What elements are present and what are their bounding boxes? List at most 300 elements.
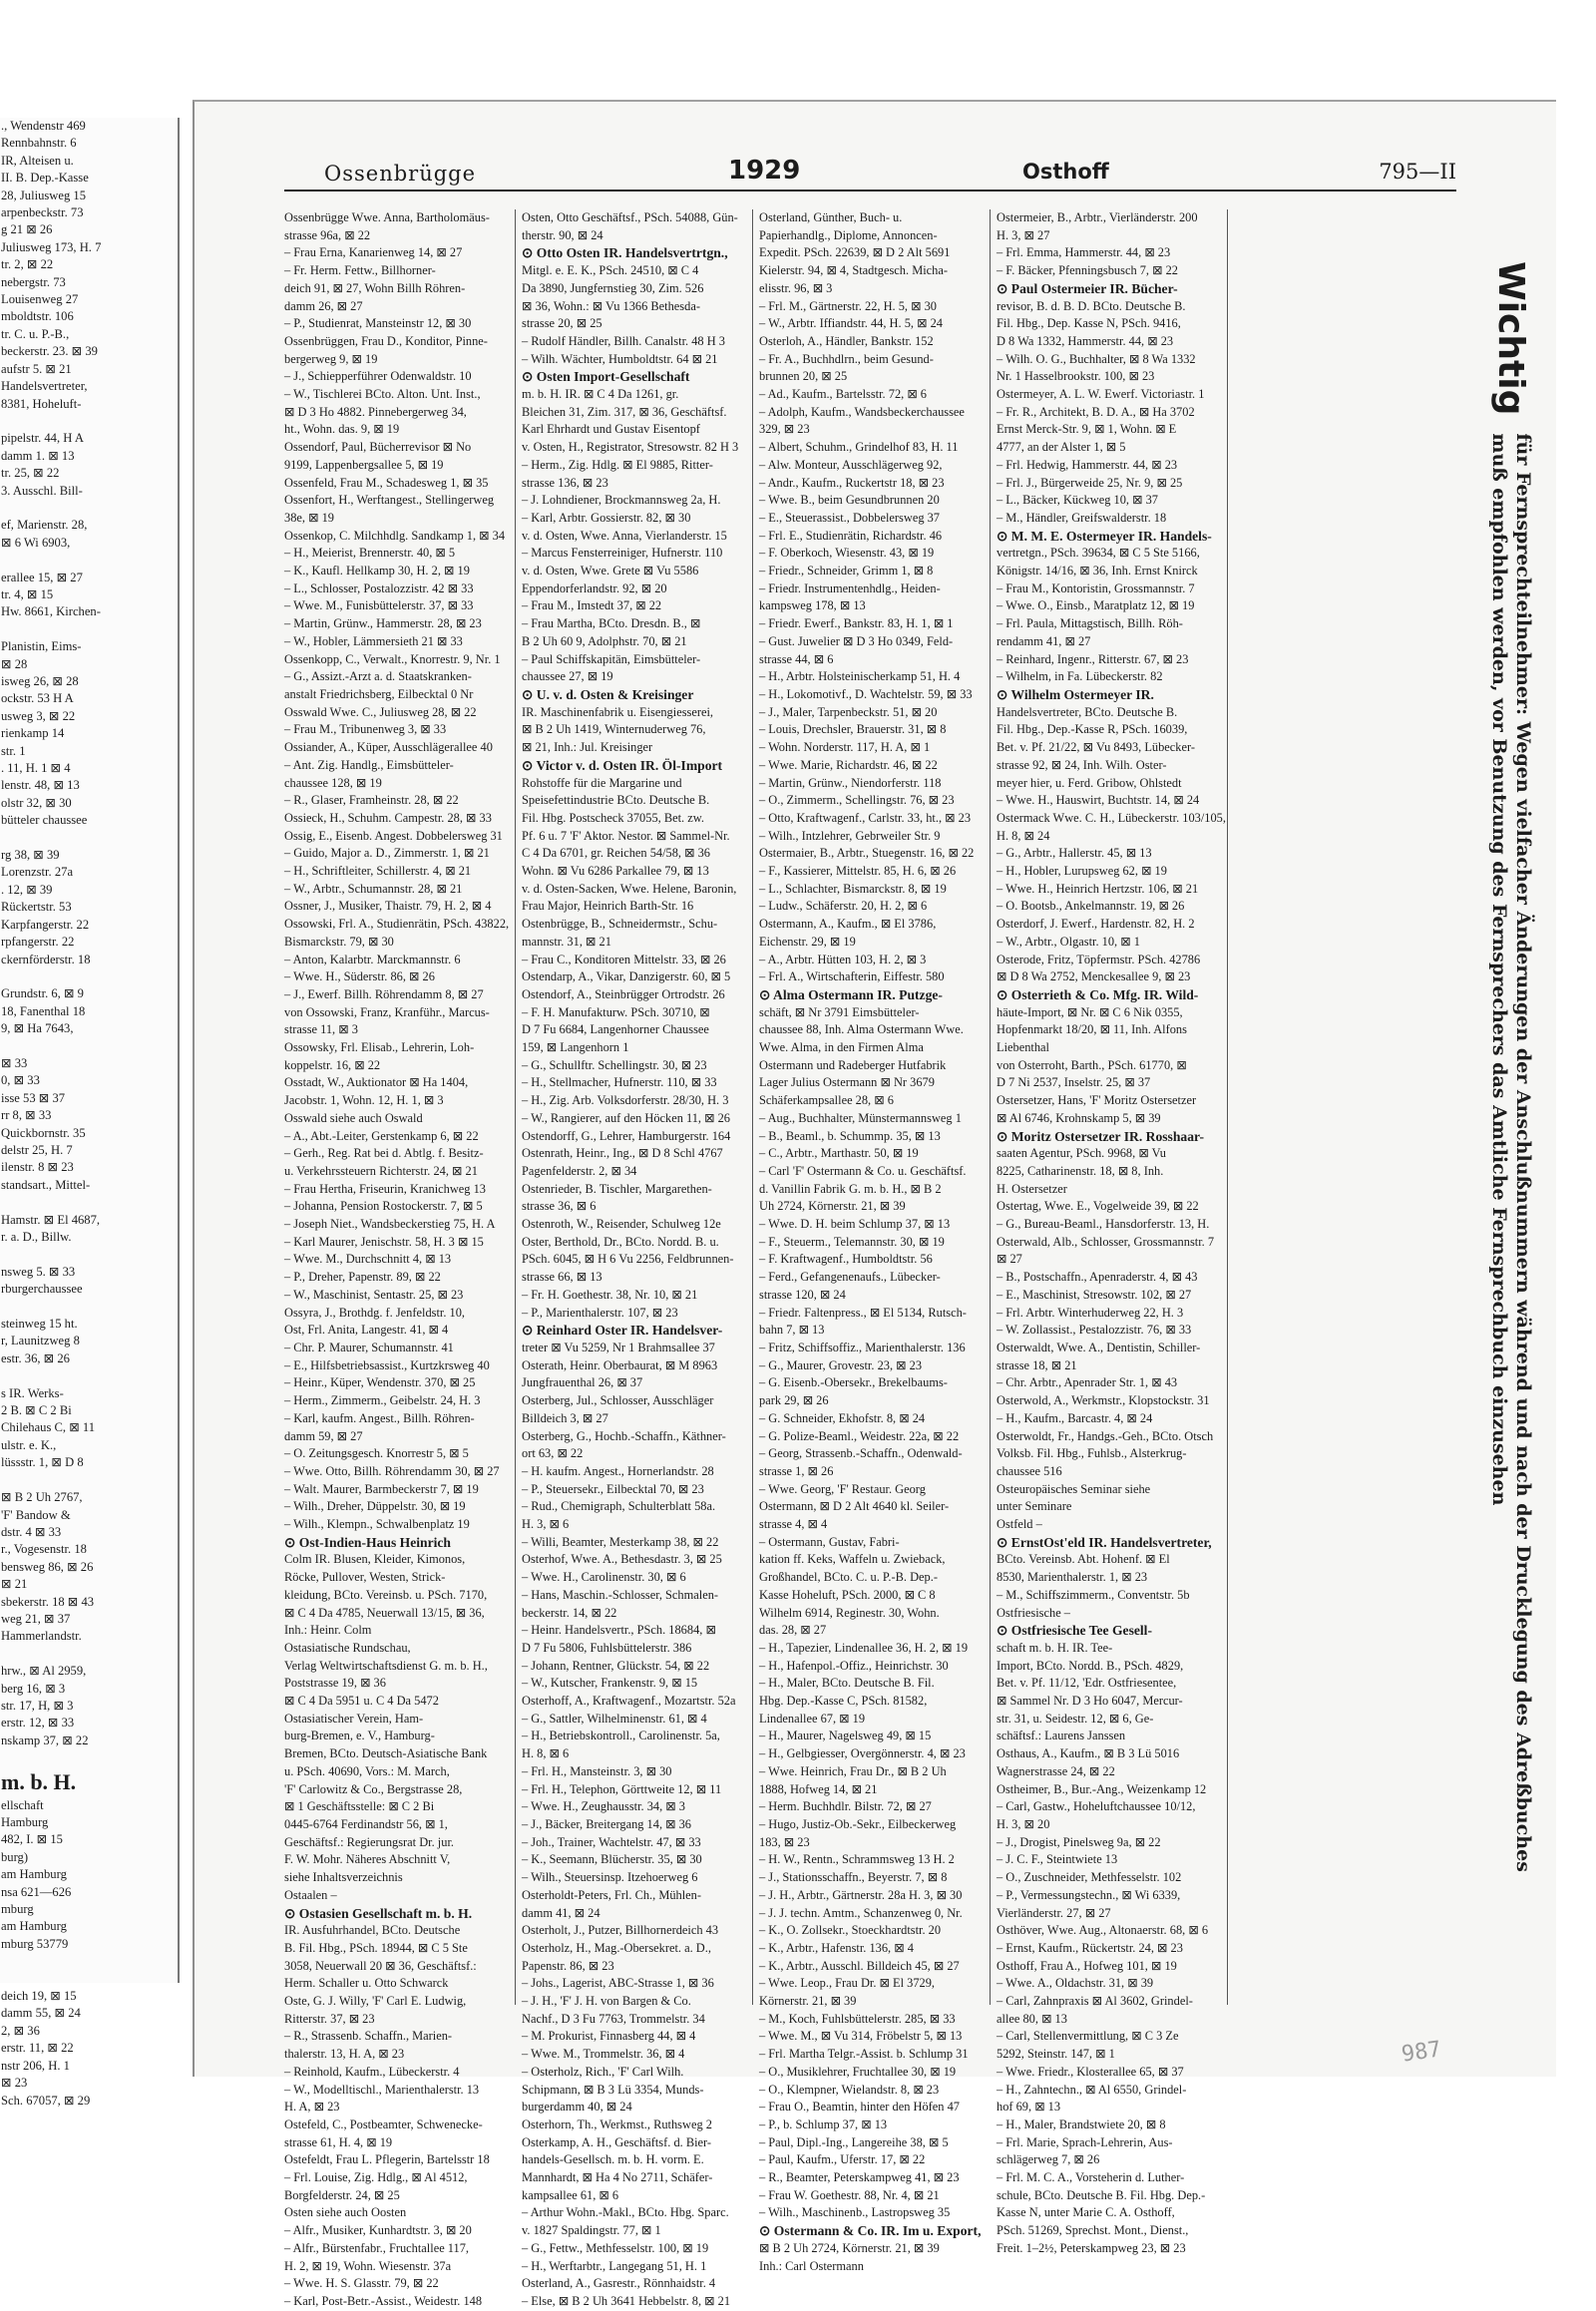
directory-entry: Jacobstr. 1, Wohn. 12, H. 1, ⊠ 3 — [284, 1093, 444, 1108]
directory-entry: – J. H., Arbtr., Gärtnerstr. 28a H. 3, ⊠ 30 — [759, 1887, 963, 1902]
directory-entry: – Fr. Herm. Fettw., Billhorner- — [284, 263, 436, 278]
directory-entry: park 29, ⊠ 26 — [759, 1393, 829, 1408]
directory-entry: Ostefeldt, Frau L. Pflegerin, Bartelsstr 18 — [284, 2152, 490, 2167]
directory-entry: Wohn. ⊠ Vu 6286 Parkallee 79, ⊠ 13 — [522, 864, 709, 879]
directory-entry: H. 8, ⊠ 24 — [997, 828, 1050, 843]
directory-entry: – B., Beaml., b. Schummp. 35, ⊠ 13 — [759, 1128, 941, 1143]
directory-entry: D 8 Wa 1332, Hammerstr. 44, ⊠ 23 — [997, 333, 1174, 348]
previous-page-line: g 21 ⊠ 26 — [1, 222, 53, 237]
directory-page — [193, 100, 1556, 2308]
previous-page-line: ef, Marienstr. 28, — [1, 518, 88, 533]
directory-entry: – P., Steuersekr., Eilbecktal 70, ⊠ 23 — [522, 1481, 704, 1496]
directory-entry: – Karl, kaufm. Angest., Billh. Röhren- — [284, 1410, 475, 1425]
directory-entry: bahn 7, ⊠ 13 — [759, 1323, 825, 1338]
directory-entry: Schäferkampsallee 28, ⊠ 6 — [759, 1093, 894, 1108]
directory-entry: – Johs., Lagerist, ABC-Strasse 1, ⊠ 36 — [522, 1976, 714, 1991]
directory-entry: Osterholz, H., Mag.-Obersekret. a. D., — [522, 1940, 711, 1955]
directory-entry: strasse 4, ⊠ 4 — [759, 1517, 828, 1532]
directory-entry: – K., Seemann, Blücherstr. 35, ⊠ 30 — [522, 1852, 702, 1867]
directory-entry: – Andr., Kaufm., Ruckertstr 18, ⊠ 23 — [759, 475, 945, 490]
directory-entry: handels-Gesellsch. m. b. H. vorm. E. — [522, 2152, 704, 2167]
directory-entry: Ost, Frl. Anita, Langestr. 41, ⊠ 4 — [284, 1323, 449, 1338]
directory-entry: Osterholt, J., Putzer, Billhornerdeich 43 — [522, 1923, 719, 1938]
directory-entry: ⊠ D 8 Wa 2752, Menckesallee 9, ⊠ 23 — [997, 969, 1191, 984]
directory-entry: – Frl. Arbtr. Winterhuderweg 22, H. 3 — [997, 1305, 1184, 1320]
directory-entry: Kasse Hoheluft, PSch. 2000, ⊠ C 8 — [759, 1587, 936, 1602]
directory-entry: – A., Abt.-Leiter, Gerstenkamp 6, ⊠ 22 — [284, 1128, 479, 1143]
directory-entry: – Martin, Grünw., Niendorferstr. 118 — [759, 775, 942, 790]
previous-page-line: berg 16, ⊠ 3 — [1, 1681, 66, 1696]
directory-entry: – K., O. Zollsekr., Stoeckhardtstr. 20 — [759, 1923, 942, 1938]
directory-entry: – O., Musiklehrer, Fruchtallee 30, ⊠ 19 — [759, 2064, 957, 2079]
directory-entry: burg-Bremen, e. V., Hamburg- — [284, 1729, 435, 1743]
directory-entry: Ritterstr. 37, ⊠ 23 — [284, 2011, 375, 2026]
directory-entry: – Guido, Major a. D., Zimmerstr. 1, ⊠ 21 — [284, 846, 490, 861]
previous-page-line: 28, Juliusweg 15 — [1, 188, 87, 202]
directory-entry: – H., Stellmacher, Hufnerstr. 110, ⊠ 33 — [522, 1075, 717, 1090]
directory-entry: ⊠ Sammel Nr. D 3 Ho 6047, Mercur- — [997, 1694, 1183, 1709]
directory-entry: – Friedr. Ewerf., Bankstr. 83, H. 1, ⊠ 1 — [759, 616, 954, 631]
directory-entry: v. d. Osten-Sacken, Wwe. Helene, Baronin, — [522, 881, 737, 896]
directory-entry: – Rudolf Händler, Billh. Canalstr. 48 H 3 — [522, 333, 725, 348]
directory-entry: koppelstr. 16, ⊠ 22 — [284, 1057, 381, 1072]
directory-entry: – Heinr., Küper, Wendenstr. 370, ⊠ 25 — [284, 1375, 476, 1390]
directory-entry: – P., Vermessungstechn., ⊠ Wi 6339, — [997, 1887, 1181, 1902]
directory-entry: H. 2, ⊠ 19, Wohn. Wiesenstr. 37a — [284, 2258, 452, 2273]
directory-entry: Ostaalen – — [284, 1887, 337, 1902]
previous-page-line: bütteler chaussee — [1, 813, 88, 828]
directory-entry: damm 26, ⊠ 27 — [284, 298, 363, 313]
directory-entry: – Fr. A., Buchhdlrn., beim Gesund- — [759, 351, 934, 366]
directory-entry: – Wwe. A., Oldachstr. 31, ⊠ 39 — [997, 1976, 1154, 1991]
directory-entry: D 7 Fu 5806, Fuhlsbüttelerstr. 386 — [522, 1640, 692, 1655]
directory-entry: – Frau M., Tribunenweg 3, ⊠ 33 — [284, 722, 447, 737]
previous-page-line: Handelsvertreter, — [1, 379, 88, 394]
previous-page-fragment — [0, 118, 180, 2108]
directory-entry: – W., Hobler, Lämmersieth 21 ⊠ 33 — [284, 633, 463, 648]
previous-page-line: estr. 36, ⊠ 26 — [1, 1350, 70, 1365]
directory-entry: Osstadt, W., Auktionator ⊠ Ha 1404, — [284, 1075, 469, 1090]
directory-entry: – J., Schiepperführer Odenwaldstr. 10 — [284, 369, 472, 384]
directory-entry: Osswald Wwe. C., Juliusweg 28, ⊠ 22 — [284, 704, 477, 719]
directory-entry: Vierländerstr. 27, ⊠ 27 — [997, 1905, 1111, 1920]
directory-entry: Ostendarp, A., Vikar, Danzigerstr. 60, ⊠ 5 — [522, 969, 731, 984]
directory-entry: saaten Agentur, PSch. 9968, ⊠ Vu — [997, 1146, 1166, 1161]
directory-entry: Ossiander, A., Küper, Ausschlägerallee 40 — [284, 740, 493, 755]
directory-entry: – W., Rangierer, auf den Höcken 11, ⊠ 26 — [522, 1110, 730, 1125]
directory-entry: – Wwe. M., Trommelstr. 36, ⊠ 4 — [522, 2047, 685, 2062]
previous-page-line: erstr. 12, ⊠ 33 — [1, 1716, 75, 1731]
directory-entry: – F. Bäcker, Pfenningsbusch 7, ⊠ 22 — [997, 263, 1178, 278]
directory-entry: – Fritz, Schiffsoffiz., Marienthalerstr. 136 — [759, 1341, 966, 1354]
previous-page-line: steinweg 15 ht. — [1, 1317, 78, 1332]
directory-entry: – Herm. Buchhdlr. Bilstr. 72, ⊠ 27 — [759, 1799, 932, 1814]
directory-entry: D 7 Ni 2537, Inselstr. 25, ⊠ 37 — [997, 1075, 1151, 1090]
previous-page-line: . 12, ⊠ 39 — [1, 882, 53, 897]
directory-entry: – M., Händler, Greifswalderstr. 18 — [997, 510, 1167, 525]
previous-page-line: rienkamp 14 — [1, 726, 65, 741]
directory-entry: – G., Fettw., Methfesselstr. 100, ⊠ 19 — [522, 2240, 709, 2255]
directory-entry: Ossenkopp, C., Verwalt., Knorrestr. 9, Nr. 1 — [284, 651, 501, 666]
firm-entry: ⊙ Alma Ostermann IR. Putzge- — [759, 986, 943, 1002]
directory-entry: Osterath, Heinr. Oberbaurat, ⊠ M 8963 — [522, 1357, 718, 1372]
directory-entry: – G., Maurer, Grovestr. 23, ⊠ 23 — [759, 1357, 923, 1372]
directory-entry: Osterloh, A., Händler, Bankstr. 152 — [759, 333, 934, 348]
previous-page-line: 9, ⊠ Ha 7643, — [1, 1021, 74, 1036]
previous-page-line: isweg 26, ⊠ 28 — [1, 674, 79, 688]
directory-entry: von Osterroht, Barth., PSch. 61770, ⊠ — [997, 1057, 1187, 1072]
directory-entry: Karl Ehrhardt und Gustav Eisentopf — [522, 422, 700, 437]
firm-entry: ⊙ Reinhard Oster IR. Handelsver- — [522, 1323, 723, 1339]
directory-entry: F. W. Mohr. Näheres Abschnitt V, — [284, 1852, 451, 1867]
directory-entry: – Wilh., Intzlehrer, Gebrweiler Str. 9 — [759, 828, 941, 843]
previous-page-line: 18, Fanenthal 18 — [1, 1003, 86, 1018]
entries-column-2 — [522, 209, 739, 2308]
previous-page-line: r., Vogesenstr. 18 — [1, 1542, 87, 1557]
directory-entry: Oste, G. J. Willy, 'F' Carl E. Ludwig, — [284, 1994, 467, 2009]
directory-entry: bergerweg 9, ⊠ 19 — [284, 351, 378, 366]
directory-entry: Ostermann und Radeberger Hutfabrik — [759, 1057, 947, 1072]
directory-entry: strasse 18, ⊠ 21 — [997, 1357, 1077, 1372]
previous-page-line: aufstr 5. ⊠ 21 — [1, 361, 72, 376]
previous-page-line — [0, 1749, 178, 1766]
directory-entry: Osthaus, A., Kaufm., ⊠ B 3 Lü 5016 — [997, 1746, 1180, 1761]
previous-page-line: Hw. 8661, Kirchen- — [1, 604, 101, 619]
directory-entry: Osterberg, G., Hochb.-Schaffn., Käthner- — [522, 1428, 726, 1443]
directory-entry: vertretgn., PSch. 39634, ⊠ C 5 Ste 5166, — [997, 546, 1200, 561]
directory-entry: – Carl, Zahnpraxis ⊠ Al 3602, Grindel- — [997, 1994, 1193, 2009]
directory-entry: – Friedr., Schneider, Grimm 1, ⊠ 8 — [759, 564, 934, 578]
directory-entry: – R., Glaser, Framheinstr. 28, ⊠ 22 — [284, 793, 459, 808]
directory-entry: – E., Steuerassist., Dobbelersweg 37 — [759, 510, 941, 525]
directory-entry: allee 80, ⊠ 13 — [997, 2011, 1067, 2026]
directory-entry: – Frl. M., Gärtnerstr. 22, H. 5, ⊠ 30 — [759, 298, 937, 313]
directory-entry: – Wohn. Norderstr. 117, H. A, ⊠ 1 — [759, 740, 931, 755]
directory-entry: – Wilh. Wächter, Humboldtstr. 64 ⊠ 21 — [522, 351, 718, 366]
previous-page-line — [0, 1246, 178, 1263]
directory-entry: mannstr. 31, ⊠ 21 — [522, 934, 611, 949]
directory-entry: Ossowski, Frl. A., Studienrätin, PSch. 43822, — [284, 917, 510, 932]
directory-entry: brunnen 20, ⊠ 25 — [759, 369, 848, 384]
directory-entry: ht., Wohn. das. 9, ⊠ 19 — [284, 422, 400, 437]
directory-entry: – Georg, Strassenb.-Schaffn., Odenwald- — [759, 1446, 963, 1461]
previous-page-line: Sch. 67057, ⊠ 29 — [1, 2093, 91, 2108]
directory-entry: – J., Stationsschaffn., Beyerstr. 7, ⊠ 8 — [759, 1870, 948, 1885]
directory-entry: – Frl. E., Studienrätin, Richardstr. 46 — [759, 528, 943, 543]
directory-entry: B. Fil. Hbg., PSch. 18944, ⊠ C 5 Ste — [284, 1940, 468, 1955]
directory-entry: Osterholdt-Peters, Frl. Ch., Mühlen- — [522, 1887, 701, 1902]
previous-page-line: weg 21, ⊠ 37 — [1, 1611, 71, 1626]
directory-entry: – Reinhard, Ingenr., Ritterstr. 67, ⊠ 23 — [997, 651, 1189, 666]
directory-entry: – Wwe. Heinrich, Frau Dr., ⊠ B 2 Uh — [759, 1763, 947, 1778]
directory-entry: – Frl. Louise, Zig. Hdlg., ⊠ Al 4512, — [284, 2170, 468, 2185]
directory-entry: – J., Ewerf. Billh. Röhrendamm 8, ⊠ 27 — [284, 986, 484, 1001]
directory-entry: – Karl, Arbtr. Gossierstr. 82, ⊠ 30 — [522, 510, 691, 525]
directory-entry: beckerstr. 14, ⊠ 22 — [522, 1605, 617, 1620]
directory-entry: – Frau Erna, Kanarienweg 14, ⊠ 27 — [284, 245, 463, 260]
directory-entry: Inh.: Carl Ostermann — [759, 2258, 864, 2273]
directory-entry: – H., Betriebskontroll., Carolinenstr. 5a, — [522, 1729, 720, 1743]
previous-page-line: rg 38, ⊠ 39 — [1, 848, 60, 863]
directory-entry: – Rud., Chemigraph, Schulterblatt 58a. — [522, 1499, 716, 1514]
directory-entry: Colm IR. Blusen, Kleider, Kimonos, — [284, 1552, 466, 1567]
previous-page-line: nstr 206, H. 1 — [1, 2058, 70, 2073]
directory-entry: Nachf., D 3 Fu 7763, Trommelstr. 34 — [522, 2011, 705, 2026]
previous-page-line: ilenstr. 8 ⊠ 23 — [1, 1160, 74, 1175]
directory-entry: – Reinhold, Kaufm., Lübeckerstr. 4 — [284, 2064, 460, 2079]
directory-entry: Wilhelm 6914, Reginestr. 30, Wohn. — [759, 1605, 940, 1620]
directory-entry: unter Seminare — [997, 1499, 1072, 1514]
directory-entry: – Carl, Stellenvermittlung, ⊠ C 3 Ze — [997, 2029, 1179, 2044]
directory-entry: v. d. Osten, Wwe. Grete ⊠ Vu 5586 — [522, 564, 699, 578]
directory-entry: str. 31, u. Seidestr. 12, ⊠ 6, Ge- — [997, 1711, 1154, 1726]
previous-page-line: r, Launitzweg 8 — [1, 1334, 80, 1348]
directory-entry: Fil. Hbg., Dep. Kasse N, PSch. 9416, — [997, 316, 1181, 331]
previous-page-line: 8381, Hoheluft- — [1, 396, 82, 411]
previous-page-line: bensweg 86, ⊠ 26 — [1, 1559, 94, 1574]
firm-entry: ⊙ Ostfriesische Tee Gesell- — [997, 1623, 1152, 1639]
directory-entry: – Wwe. M., ⊠ Vu 314, Fröbelstr 5, ⊠ 13 — [759, 2029, 963, 2044]
directory-entry: ⊠ 36, Wohn.: ⊠ Vu 1366 Bethesda- — [522, 298, 700, 313]
directory-entry: – Wwe. H., Carolinenstr. 30, ⊠ 6 — [522, 1570, 686, 1585]
previous-page-line: Juliusweg 173, H. 7 — [1, 239, 102, 254]
directory-entry: Ossenkop, C. Milchhdlg. Sandkamp 1, ⊠ 34 — [284, 528, 506, 543]
previous-page-line: mburg — [1, 1902, 34, 1917]
directory-entry: 329, ⊠ 23 — [759, 422, 810, 437]
directory-entry: – O. Zeitungsgesch. Knorrestr 5, ⊠ 5 — [284, 1446, 469, 1461]
directory-entry: Wagnerstrasse 24, ⊠ 22 — [997, 1763, 1115, 1778]
directory-entry: – F. Kraftwagenf., Humboldtstr. 56 — [759, 1252, 933, 1267]
previous-page-line: . 11, H. 1 ⊠ 4 — [1, 761, 71, 776]
directory-entry: – Hans, Maschin.-Schlosser, Schmalen- — [522, 1587, 719, 1602]
directory-entry: – B., Postschaffn., Apenraderstr. 4, ⊠ 43 — [997, 1270, 1198, 1285]
directory-entry: schule, BCto. Deutsche B. Fil. Hbg. Dep.- — [997, 2187, 1206, 2202]
directory-entry: – Willi, Beamter, Mesterkamp 38, ⊠ 22 — [522, 1534, 719, 1549]
directory-entry: – H., Zahntechn., ⊠ Al 6550, Grindel- — [997, 2082, 1187, 2097]
entries-column-3 — [759, 209, 982, 2273]
directory-entry: Eichenstr. 29, ⊠ 19 — [759, 934, 856, 949]
directory-entry: – Paul Schiffskapitän, Eimsbütteler- — [522, 651, 701, 666]
directory-entry: – Ferd., Gefangenenaufs., Lübecker- — [759, 1270, 941, 1285]
directory-entry: damm 41, ⊠ 24 — [522, 1905, 600, 1920]
previous-page-line: rpfangerstr. 22 — [1, 935, 75, 950]
previous-page-line: sbekerstr. 18 ⊠ 43 — [1, 1594, 95, 1609]
directory-entry: – Frl. H., Mansteinstr. 3, ⊠ 30 — [522, 1763, 672, 1778]
directory-entry: – F., Kassierer, Mittelstr. 85, H. 6, ⊠ 26 — [759, 864, 957, 879]
previous-page-line — [0, 1472, 178, 1489]
directory-entry: – H., Werftarbtr., Langegang 51, H. 1 — [522, 2258, 707, 2273]
firm-entry: ⊙ Victor v. d. Osten IR. Öl-Import — [522, 757, 723, 773]
directory-entry: Ostermann, ⊠ D 2 Alt 4640 kl. Seiler- — [759, 1499, 950, 1514]
previous-page-line: Chilehaus C, ⊠ 11 — [1, 1420, 96, 1435]
directory-entry: – J., Drogist, Pinelsweg 9a, ⊠ 22 — [997, 1834, 1161, 1849]
directory-entry: treter ⊠ Vu 5259, Nr 1 Brahmsallee 37 — [522, 1341, 715, 1354]
directory-entry: Körnerstr. 21, ⊠ 39 — [759, 1994, 857, 2009]
directory-entry: Frau Major, Heinrich Barth-Str. 16 — [522, 899, 694, 914]
directory-entry: – O., Zimmerm., Schellingstr. 76, ⊠ 23 — [759, 793, 955, 808]
directory-entry: Rohstoffe für die Margarine und — [522, 775, 682, 790]
directory-entry: – Wilh., Steuersinsp. Itzehoerweg 6 — [522, 1870, 698, 1885]
directory-entry: Oster, Berthold, Dr., BCto. Nordd. B. u. — [522, 1234, 719, 1249]
directory-entry: – Frau Martha, BCto. Dresdn. B., ⊠ — [522, 616, 701, 631]
previous-page-line: damm 55, ⊠ 24 — [1, 2006, 81, 2021]
previous-page-line — [0, 1646, 178, 1663]
directory-entry: Osterwaldt, Wwe. A., Dentistin, Schiller- — [997, 1341, 1201, 1354]
directory-entry: – Frl. Martha Telgr.-Assist. b. Schlump 31 — [759, 2047, 969, 2062]
directory-entry: – P., Dreher, Papenstr. 89, ⊠ 22 — [284, 1270, 441, 1285]
directory-entry: – M., Schiffszimmerm., Conventstr. 5b — [997, 1587, 1190, 1602]
directory-entry: – E., Maschinist, Stresowstr. 102, ⊠ 27 — [997, 1287, 1192, 1302]
directory-entry: Bleichen 31, Zim. 317, ⊠ 36, Geschäftsf. — [522, 404, 727, 419]
directory-entry: ⊠ Al 6746, Krohnskamp 5, ⊠ 39 — [997, 1110, 1161, 1125]
directory-entry: strasse 11, ⊠ 3 — [284, 1022, 358, 1037]
directory-entry: C 4 Da 6701, gr. Reichen 54/58, ⊠ 36 — [522, 846, 710, 861]
directory-entry: – O. Bootsb., Ankelmannstr. 19, ⊠ 26 — [997, 899, 1185, 914]
directory-entry: – H., Hafenpol.-Offiz., Heinrichstr. 30 — [759, 1658, 949, 1673]
column-rule-3 — [990, 209, 991, 2005]
directory-entry: – Frl. A., Wirtschafterin, Eiffestr. 580 — [759, 969, 945, 984]
directory-entry: – H., Tapezier, Lindenallee 36, H. 2, ⊠ 19 — [759, 1640, 969, 1655]
directory-entry: – Herm., Zig. Hdlg. ⊠ El 9885, Ritter- — [522, 457, 713, 472]
previous-page-line — [0, 1038, 178, 1055]
directory-entry: – H., Kaufm., Barcastr. 4, ⊠ 24 — [997, 1410, 1153, 1425]
directory-entry: – Paul, Dipl.-Ing., Langereihe 38, ⊠ 5 — [759, 2134, 949, 2149]
firm-entry: ⊙ M. M. E. Ostermeyer IR. Handels- — [997, 528, 1212, 544]
directory-entry: – Alfr., Musiker, Kunhardtstr. 3, ⊠ 20 — [284, 2223, 472, 2238]
directory-entry: – J. Lohndiener, Brockmannsweg 2a, H. — [522, 493, 721, 508]
directory-entry: – Wwe. H., Hauswirt, Buchtstr. 14, ⊠ 24 — [997, 793, 1200, 808]
directory-entry: – P., Studienrat, Mansteinstr 12, ⊠ 30 — [284, 316, 472, 331]
directory-entry: Hopfenmarkt 18/20, ⊠ 11, Inh. Alfons — [997, 1022, 1187, 1037]
directory-entry: elisstr. 96, ⊠ 3 — [759, 280, 833, 295]
directory-entry: – Ludw., Schäferstr. 20, H. 2, ⊠ 6 — [759, 899, 928, 914]
directory-entry: – W., Arbtr., Olgastr. 10, ⊠ 1 — [997, 934, 1140, 949]
directory-entry: – Wilh. O. G., Buchhalter, ⊠ 8 Wa 1332 — [997, 351, 1196, 366]
previous-page-line: am Hamburg — [1, 1919, 67, 1934]
previous-page-line: erallee 15, ⊠ 27 — [1, 570, 83, 584]
directory-entry: – G. Schneider, Ekhofstr. 8, ⊠ 24 — [759, 1410, 926, 1425]
directory-entry: therstr. 90, ⊠ 24 — [522, 227, 603, 242]
previous-page-line: ⊠ 33 — [1, 1055, 28, 1070]
directory-entry: IR. Ausfuhrhandel, BCto. Deutsche — [284, 1923, 461, 1938]
directory-entry: – Else, ⊠ B 2 Uh 3641 Hebbelstr. 8, ⊠ 21 — [522, 2293, 731, 2308]
directory-entry: Liebenthal — [997, 1040, 1049, 1055]
directory-entry: Osterode, Fritz, Töpfermstr. PSch. 42786 — [997, 952, 1201, 966]
directory-entry: – W., Kutscher, Frankenstr. 9, ⊠ 15 — [522, 1676, 698, 1691]
directory-entry: – R., Beamter, Peterskampweg 41, ⊠ 23 — [759, 2170, 960, 2185]
directory-entry: – O., Klempner, Wielandstr. 8, ⊠ 23 — [759, 2082, 940, 2097]
directory-entry: Ossendorf, Paul, Bücherrevisor ⊠ No — [284, 440, 472, 455]
directory-entry: – Alw. Monteur, Ausschlägerweg 92, — [759, 457, 943, 472]
directory-entry: von Ossowski, Franz, Kranführ., Marcus- — [284, 1004, 490, 1019]
directory-entry: IR. Maschinenfabrik u. Eisengiesserei, — [522, 704, 714, 719]
directory-entry: schäft, ⊠ Nr 3791 Eimsbütteler- — [759, 1004, 920, 1019]
directory-entry: Bet. v. Pf. 21/22, ⊠ Vu 8493, Lübecker- — [997, 740, 1196, 755]
directory-entry: – E., Hilfsbetriebsassist., Kurtzkrsweg 40 — [284, 1357, 490, 1372]
directory-entry: – Marcus Fensterreiniger, Hufnerstr. 110 — [522, 546, 723, 561]
directory-entry: Bismarckstr. 79, ⊠ 30 — [284, 934, 394, 949]
directory-entry: Ostfriesische – — [997, 1605, 1070, 1620]
directory-entry: Expedit. PSch. 22639, ⊠ D 2 Alt 5691 — [759, 245, 951, 260]
directory-entry: – O., Zuschneider, Methfesselstr. 102 — [997, 1870, 1182, 1885]
directory-entry: H. 3, ⊠ 27 — [997, 227, 1050, 242]
directory-entry: – H., Meierist, Brennerstr. 40, ⊠ 5 — [284, 546, 456, 561]
directory-entry: – Johanna, Pension Rostockerstr. 7, ⊠ 5 — [284, 1199, 483, 1214]
directory-entry: strasse 120, ⊠ 24 — [759, 1287, 846, 1302]
directory-entry: – Aug., Buchhalter, Münstermannsweg 1 — [759, 1110, 962, 1125]
previous-page-line: damm 1. ⊠ 13 — [1, 448, 75, 463]
directory-entry: Papierhandlg., Diplome, Annoncen- — [759, 227, 938, 242]
previous-page-line: Hammerlandstr. — [1, 1629, 82, 1644]
directory-entry: – Ernst, Kaufm., Rückertstr. 24, ⊠ 23 — [997, 1940, 1183, 1955]
page-header — [284, 156, 1456, 192]
directory-entry: strasse 66, ⊠ 13 — [522, 1270, 602, 1285]
directory-entry: Wwe. Alma, in den Firmen Alma — [759, 1040, 924, 1055]
directory-entry: Hbg. Dep.-Kasse C, PSch. 81582, — [759, 1694, 928, 1709]
directory-entry: – W., Arbtr. Iffiandstr. 44, H. 5, ⊠ 24 — [759, 316, 943, 331]
directory-entry: 8225, Catharinenstr. 18, ⊠ 8, Inh. — [997, 1163, 1164, 1178]
directory-entry: schlägerweg 7, ⊠ 26 — [997, 2152, 1100, 2167]
directory-entry: – Frau O., Beamtin, hinter den Höfen 47 — [759, 2100, 960, 2115]
directory-entry: 1888, Hofweg 14, ⊠ 21 — [759, 1781, 878, 1796]
directory-entry: chaussee 88, Inh. Alma Ostermann Wwe. — [759, 1022, 964, 1037]
directory-entry: Volksb. Fil. Hbg., Fuhlsb., Alsterkrug- — [997, 1446, 1187, 1461]
column-rule-4 — [1227, 209, 1228, 2005]
directory-entry: – K., Kaufl. Hellkamp 30, H. 2, ⊠ 19 — [284, 564, 470, 578]
directory-entry: – Albert, Schuhm., Grindelhof 83, H. 11 — [759, 440, 959, 455]
directory-entry: Handelsvertreter, BCto. Deutsche B. — [997, 704, 1178, 719]
previous-page-line: ⊠ 28 — [1, 656, 28, 671]
directory-entry: Ostendorf, A., Steinbrügger Ortrodstr. 26 — [522, 986, 725, 1001]
directory-entry: – W., Tischlerei BCto. Alton. Unt. Inst., — [284, 387, 481, 402]
previous-page-line: Karpfangerstr. 22 — [1, 917, 90, 932]
directory-entry: – Wwe. M., Durchschnitt 4, ⊠ 13 — [284, 1252, 452, 1267]
side-notice — [1471, 261, 1551, 1957]
directory-entry: 3058, Neuerwall 20 ⊠ 36, Geschäftsf.: — [284, 1958, 477, 1973]
directory-entry: 8530, Marienthalerstr. 1, ⊠ 23 — [997, 1570, 1148, 1585]
directory-entry: Osterhoff, A., Kraftwagenf., Mozartstr. 52a — [522, 1694, 736, 1709]
directory-entry: meyer hier, u. Ferd. Gribow, Ohlstedt — [997, 775, 1182, 790]
directory-entry: – G., Arbtr., Hallerstr. 45, ⊠ 13 — [997, 846, 1152, 861]
directory-entry: strasse 61, H. 4, ⊠ 19 — [284, 2134, 393, 2149]
directory-entry: – Wwe. H., Süderstr. 86, ⊠ 26 — [284, 969, 435, 984]
previous-page-line: ckernförderstr. 18 — [1, 952, 91, 966]
header-left-keyword: Ossenbrügge — [324, 162, 477, 186]
previous-page-line: tr. 25, ⊠ 22 — [1, 466, 60, 481]
directory-entry: Herm. Schaller u. Otto Schwarck — [284, 1976, 449, 1991]
directory-entry: – Wilh., Dreher, Düppelstr. 30, ⊠ 19 — [284, 1499, 466, 1514]
directory-entry: hof 69, ⊠ 13 — [997, 2100, 1061, 2115]
directory-entry: strasse 36, ⊠ 6 — [522, 1199, 597, 1214]
entries-column-1 — [284, 209, 510, 2308]
directory-entry: – Wwe. H. S. Glasstr. 79, ⊠ 22 — [284, 2276, 439, 2291]
previous-page-line — [0, 1194, 178, 1211]
directory-entry: – Wwe. B., beim Gesundbrunnen 20 — [759, 493, 940, 508]
previous-page-line: tr. 4, ⊠ 15 — [1, 586, 54, 601]
previous-page-line — [0, 1367, 178, 1384]
directory-entry: – Walt. Maurer, Barmbeckerstr 7, ⊠ 19 — [284, 1481, 479, 1496]
directory-entry: – Frau Hertha, Friseurin, Kranichweg 13 — [284, 1181, 486, 1196]
directory-entry: – Gerh., Reg. Rat bei d. Abtlg. f. Besitz- — [284, 1146, 484, 1161]
firm-entry: ⊙ Paul Ostermeier IR. Bücher- — [997, 280, 1178, 296]
directory-entry: – Louis, Drechsler, Brauerstr. 31, ⊠ 8 — [759, 722, 947, 737]
previous-page-line: am Hamburg — [1, 1867, 67, 1882]
directory-entry: Röcke, Pullover, Westen, Strick- — [284, 1570, 446, 1585]
directory-entry: 0445-6764 Ferdinandstr 56, ⊠ 1, — [284, 1816, 448, 1831]
column-rule-1 — [515, 209, 516, 2005]
directory-entry: ort 63, ⊠ 22 — [522, 1446, 584, 1461]
directory-entry: Ostermack Wwe. C. H., Lübeckerstr. 103/105, — [997, 810, 1226, 825]
